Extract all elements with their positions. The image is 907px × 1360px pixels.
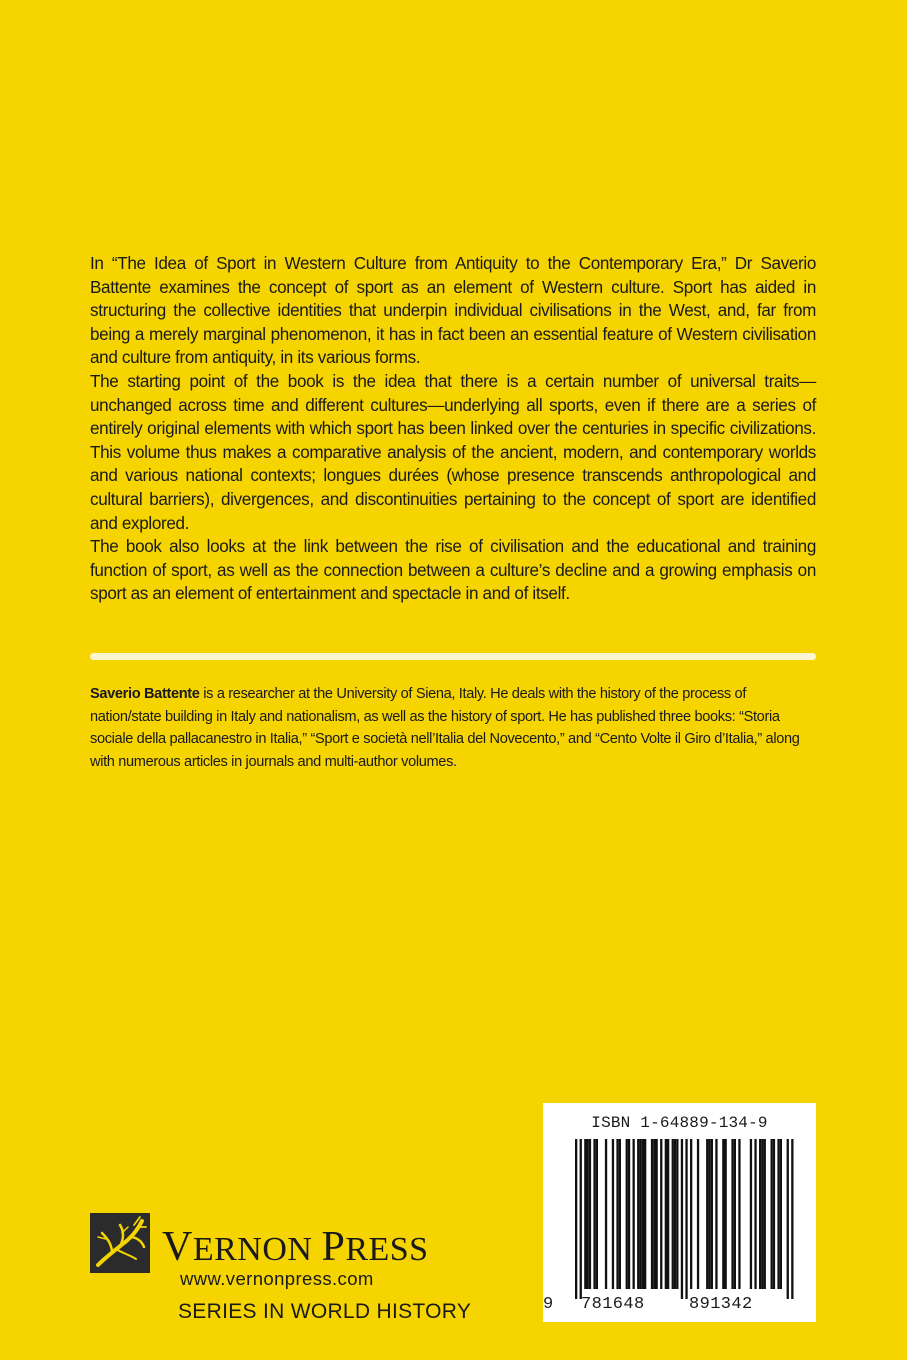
barcode-bar — [626, 1139, 628, 1289]
barcode-bar — [711, 1139, 713, 1289]
barcode-bar — [584, 1139, 586, 1289]
description-paragraph-3: The book also looks at the link between the rise of civilisation and the educational and training function of sport, as well as the connection between a culture’s decline and a growing emphasis on sport as an element of entertainment and spectacle in and of itself. — [90, 537, 816, 604]
barcode-bar — [605, 1139, 607, 1289]
barcode-bar — [715, 1139, 717, 1289]
barcode-bar — [667, 1139, 669, 1289]
description-paragraph-2: The starting point of the book is the idea that there is a certain number of universal traits—unchanged across time and different cultures—underlying all sports, even if there are a series of entirely original elements with which sport has been linked over the centuries in specific civilizations. This volume thus makes a comparative analysis of the ancient, modern, and contemporary worlds and various national contexts; longues durées (whose presence transcends anthropological and cultural barriers), divergences, and discontinuities pertaining to the concept of sport are identified and explored. — [90, 371, 816, 533]
barcode-bar — [731, 1139, 733, 1289]
barcode — [555, 1139, 804, 1299]
barcode-bar — [725, 1139, 727, 1289]
publisher-name — [162, 1224, 429, 1270]
barcode-bar — [665, 1139, 667, 1289]
barcode-guard-bar — [685, 1139, 687, 1299]
barcode-bar — [690, 1139, 692, 1289]
barcode-bar — [754, 1139, 756, 1289]
barcode-guard-bar — [681, 1139, 683, 1299]
barcode-bar — [734, 1139, 736, 1289]
isbn-barcode-panel — [543, 1103, 816, 1322]
barcode-bar — [708, 1139, 710, 1289]
series-title: SERIES IN WORLD HISTORY — [178, 1300, 472, 1323]
section-divider — [90, 653, 816, 660]
barcode-bar — [589, 1139, 591, 1289]
barcode-bar — [628, 1139, 630, 1289]
isbn-label: ISBN 1-64889-134-9 — [591, 1114, 768, 1132]
barcode-bar — [771, 1139, 773, 1289]
publisher-name-rest-2: RESS — [345, 1231, 429, 1268]
barcode-bar — [637, 1139, 639, 1289]
barcode-bar — [697, 1139, 699, 1289]
barcode-bar — [616, 1139, 618, 1289]
author-bio-paragraph — [90, 683, 818, 773]
barcode-bar — [587, 1139, 589, 1289]
barcode-bar — [672, 1139, 674, 1289]
barcode-bar — [777, 1139, 779, 1289]
author-bio-text: is a researcher at the University of Siena, Italy. He deals with the history of the process of nation/state building in Italy and nationalism, as well as the history of sport. He has published three books: “Storia sociale della pallacanestro in Italia,” “Sport e società nell’Italia del Novecento,” and “Cento Volte il Giro d’Italia,” along with numerous articles in journals and multi-author volumes. — [90, 686, 800, 770]
isbn-digit-first: 9 — [543, 1295, 554, 1314]
barcode-bar — [619, 1139, 621, 1289]
barcode-bar — [656, 1139, 658, 1289]
publisher-logo — [90, 1213, 150, 1273]
barcode-bar — [593, 1139, 595, 1289]
barcode-bar — [596, 1139, 598, 1289]
barcode-bar — [759, 1139, 761, 1289]
barcode-guard-bar — [580, 1139, 582, 1299]
barcode-bar — [653, 1139, 655, 1289]
description-paragraph-1: In “The Idea of Sport in Western Culture from Antiquity to the Contemporary Era,” Dr Saverio Battente examines the concept of sport as an element of Western culture. Sport has aided in structuring the collective identities that underpin individual civilisations in the West, and, far from being a merely marginal phenomenon, it has in fact been an essential feature of Western civilisation and culture from antiquity, in its various forms. — [90, 254, 816, 368]
barcode-bar — [780, 1139, 782, 1289]
barcode-bar — [612, 1139, 614, 1289]
isbn-digit-group-1: 781648 — [581, 1295, 645, 1314]
barcode-bar — [633, 1139, 635, 1289]
barcode-bar — [660, 1139, 662, 1289]
barcode-bar — [764, 1139, 766, 1289]
barcode-bar — [644, 1139, 646, 1289]
publisher-name-initial-1: V — [162, 1224, 193, 1270]
barcode-bar — [773, 1139, 775, 1289]
barcode-bar — [676, 1139, 678, 1289]
barcode-guard-bar — [787, 1139, 789, 1299]
barcode-bar — [706, 1139, 708, 1289]
tree-branch-icon — [90, 1213, 150, 1273]
barcode-bar — [750, 1139, 752, 1289]
barcode-bar — [651, 1139, 653, 1289]
barcode-bar — [738, 1139, 740, 1289]
book-description — [90, 252, 816, 606]
barcode-bar — [674, 1139, 676, 1289]
publisher-name-initial-2: P — [321, 1224, 346, 1270]
publisher-name-rest-1: ERNON — [192, 1231, 313, 1268]
author-bio — [90, 683, 818, 773]
barcode-guard-bar — [791, 1139, 793, 1299]
author-name: Saverio Battente — [90, 686, 200, 702]
barcode-bar — [761, 1139, 763, 1289]
barcode-bar — [722, 1139, 724, 1289]
isbn-digit-group-2: 891342 — [689, 1295, 753, 1314]
publisher-url: www.vernonpress.com — [180, 1268, 374, 1289]
publisher-block — [90, 1213, 530, 1333]
barcode-guard-bar — [575, 1139, 577, 1299]
barcode-bar — [642, 1139, 644, 1289]
barcode-bar — [639, 1139, 641, 1289]
